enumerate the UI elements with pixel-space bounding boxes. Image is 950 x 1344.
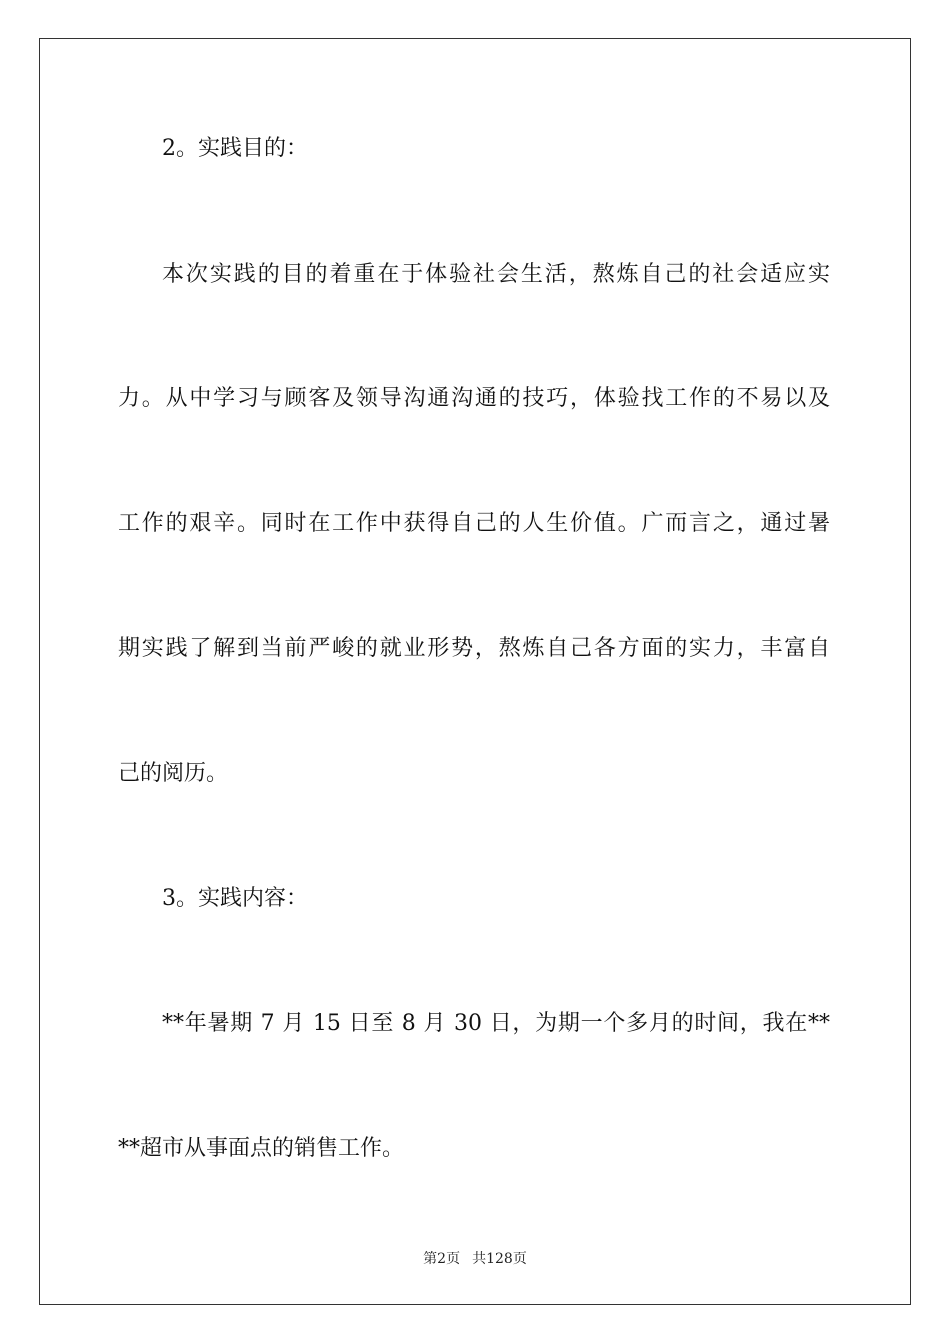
paragraph-line: 本次实践的目的着重在于体验社会生活，熬炼自己的社会适应实 [162,262,830,287]
paragraph-line: 期实践了解到当前严峻的就业形势，熬炼自己各方面的实力，丰富自 [118,636,830,661]
section-heading-content: 3。实践内容： [162,886,308,911]
page-number: 第2页 [423,1251,461,1267]
paragraph-line: 力。从中学习与顾客及领导沟通沟通的技巧，体验找工作的不易以及 [118,386,830,411]
page-total: 共128页 [472,1251,527,1267]
paragraph-line: **超市从事面点的销售工作。 [118,1136,405,1161]
paragraph-line: **年暑期 7 月 15 日至 8 月 30 日，为期一个多月的时间，我在** [162,1011,830,1036]
section-heading-purpose: 2。实践目的： [162,136,308,161]
page-border [39,38,911,1305]
paragraph-line: 己的阅历。 [118,761,229,786]
paragraph-line: 工作的艰辛。同时在工作中获得自己的人生价值。广而言之，通过暑 [118,511,830,536]
page-footer [0,1248,950,1268]
